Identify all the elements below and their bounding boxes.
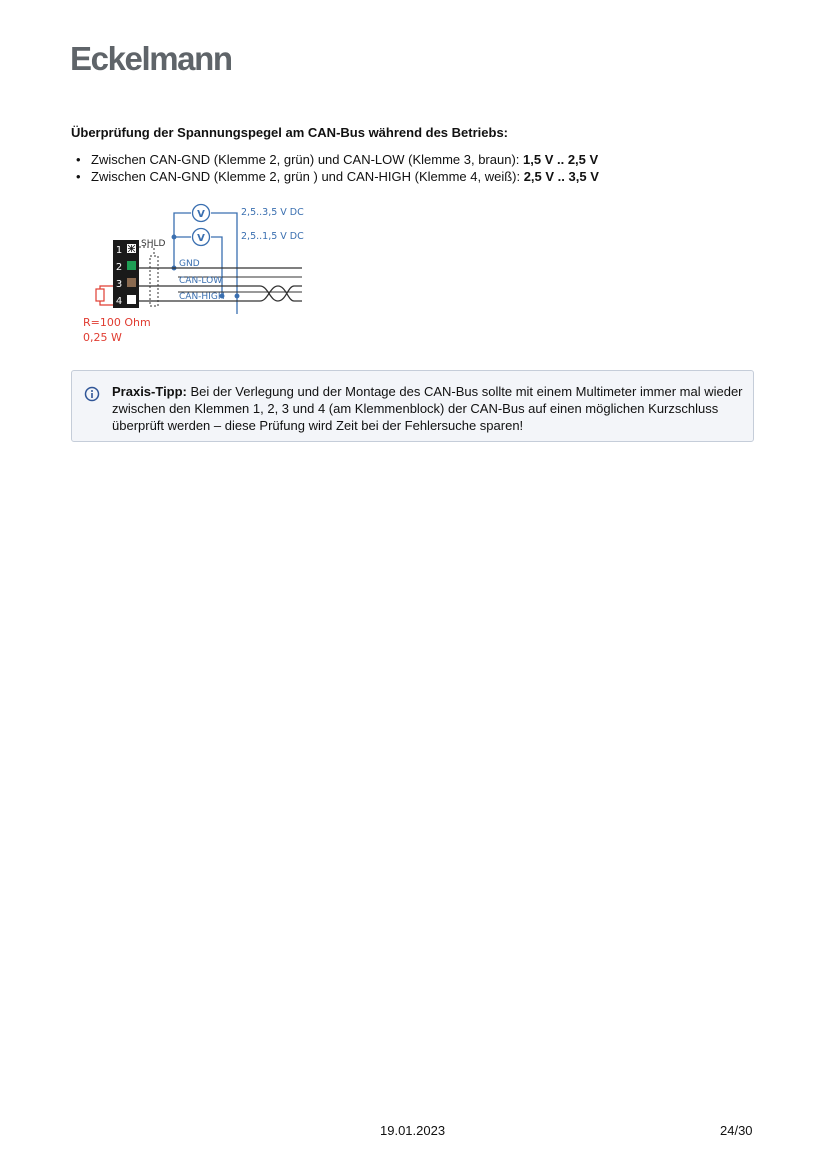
terminal-number: 1: [115, 245, 123, 256]
company-logo: Eckelmann: [70, 40, 232, 77]
meter-symbol: V: [197, 209, 205, 220]
terminal-number: 3: [115, 279, 123, 290]
tip-text: [112, 383, 747, 434]
bullet-value: 1,5 V .. 2,5 V: [523, 152, 599, 167]
bullet-value: 2,5 V .. 3,5 V: [523, 169, 599, 184]
bullet-text: Zwischen CAN-GND (Klemme 2, grün ) und CAN-HIGH (Klemme 4, weiß):: [91, 169, 524, 184]
tip-body: Bei der Verlegung und der Montage des CAN-Bus sollte mit einem Multimeter immer mal wieder zwischen den Klemmen 1, 2, 3 und 4 (am Klemmenblock) der CAN-Bus auf einen möglichen Kurzschluss überprüft werden – diese Prüfung wird Zeit bei der Fehlersuche sparen!: [112, 384, 743, 433]
voltmeter-icon: [193, 229, 210, 246]
resistor-power: 0,25 W: [83, 331, 122, 344]
shield-icon: [139, 247, 158, 306]
wire-label-can-high: CAN-HIGH: [179, 292, 225, 302]
terminal-block: [113, 240, 139, 308]
can-bus-wiring-diagram: [80, 198, 310, 348]
voltage-label-bottom: 2,5..1,5 V DC: [241, 231, 304, 242]
voltage-label-top: 2,5..3,5 V DC: [241, 207, 304, 218]
terminal-number: 2: [115, 262, 123, 273]
tip-label: Praxis-Tipp:: [112, 384, 187, 399]
wire-label-gnd: GND: [179, 259, 200, 269]
wire-label-can-low: CAN-LOW: [179, 276, 223, 286]
section-heading: Überprüfung der Spannungspegel am CAN-Bus während des Betriebs:: [71, 125, 508, 140]
shield-label: SHLD: [141, 239, 166, 249]
list-item: [76, 168, 599, 185]
resistor-value: R=100 Ohm: [83, 316, 151, 329]
meter-symbol: V: [197, 233, 205, 244]
footer-date: 19.01.2023: [380, 1123, 446, 1138]
voltage-list: [76, 151, 599, 185]
page-number: 24/30: [720, 1123, 753, 1138]
bullet-text: Zwischen CAN-GND (Klemme 2, grün) und CAN-LOW (Klemme 3, braun):: [91, 152, 524, 167]
voltmeter-icon: [193, 205, 210, 222]
terminal-number: 4: [115, 296, 123, 307]
info-icon: [84, 386, 100, 402]
resistor-icon: [96, 286, 113, 305]
practice-tip-box: [71, 370, 754, 442]
list-item: [76, 151, 599, 168]
